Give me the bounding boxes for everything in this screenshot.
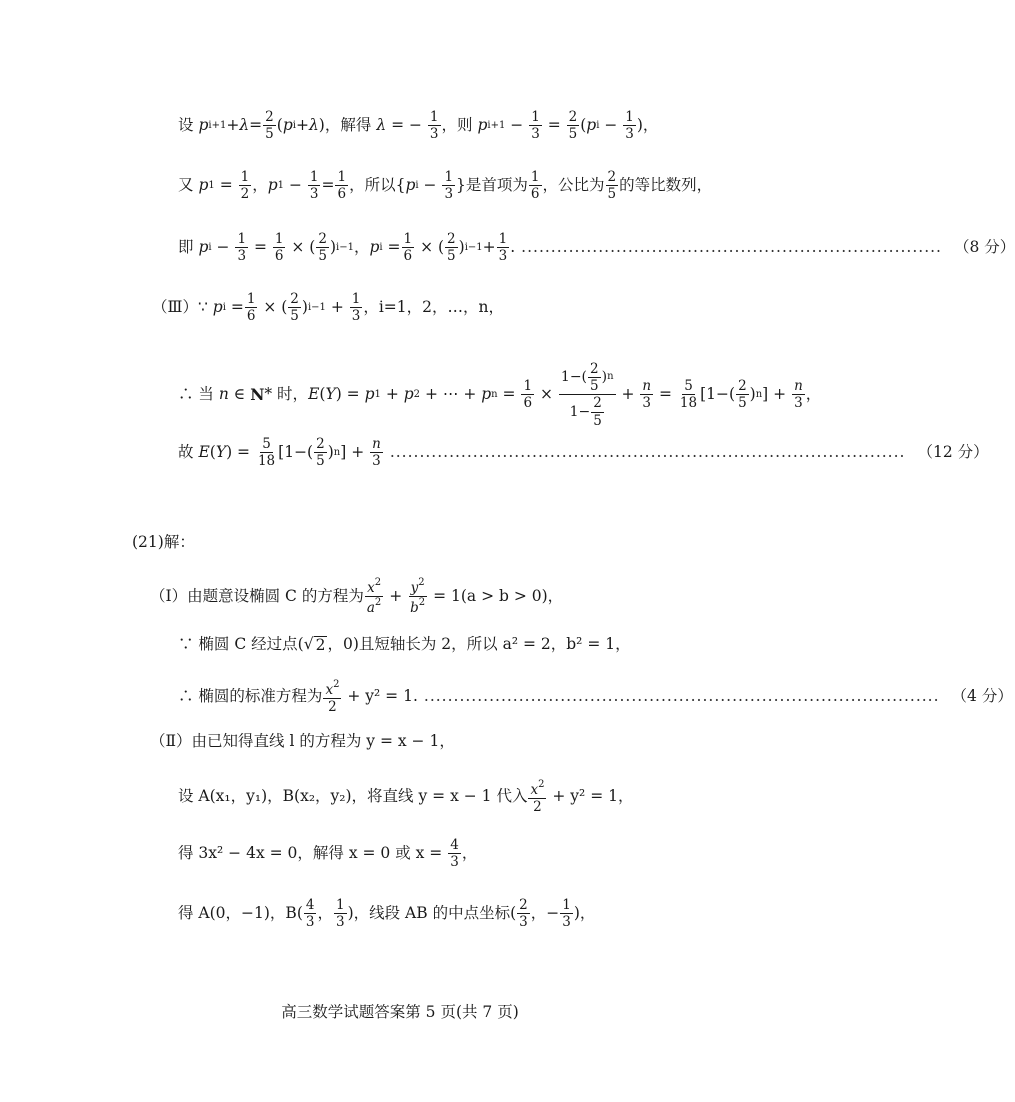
l10-score: （4 分）	[951, 687, 1013, 706]
l2-first-term: 是首项为	[465, 175, 528, 194]
l10-suffix: + y² = 1.	[347, 687, 418, 706]
l10-leader-dots: .......................................................................................	[423, 687, 940, 706]
line-4: （Ⅲ） ∵ p i = $\frac{1}{6}$ × ( $\frac{2}{5}$ ) i−1 + $\frac{1}{3}$ ，i=1，2，…，n，	[152, 291, 504, 325]
line-9: ∵ 椭圆 C 经过点( √ 2 ，0)且短轴长为 2，所以 a² = 2，b² = 1，	[178, 635, 631, 654]
l3-score: （8 分）	[954, 237, 1015, 256]
line-10: ∴ 椭圆的标准方程为 $\frac{x^2}{2}$ + y² = 1. ....................................................................................... （4 分）	[178, 679, 1013, 716]
l2-suffix: 的等比数列，	[619, 175, 713, 194]
l11-text: 由已知得直线 l 的方程为 y = x − 1，	[191, 732, 455, 750]
line-6: 故 E ( Y ) = $\frac{5}{18}$ [1−( $\frac{2}{5}$ ) n ] + $\frac{n}{3}$ ....................................................................................... （12 分）	[178, 436, 989, 470]
line-2: 又 p 1 = $\frac{1}{2}$ ， p 1 − $\frac{1}{3}$ = $\frac{1}{6}$ ，所以 { p i − $\frac{1}{3}$ } 是首项为 $\frac{1}{6}$ ，公比为 $\frac{2}{5}$ 的等比数列，	[178, 169, 713, 203]
l10-prefix: ∴ 椭圆的标准方程为	[178, 687, 323, 706]
l5-prefix: ∴ 当	[178, 385, 214, 404]
l9-prefix: ∵ 椭圆 C 经过点(	[178, 635, 304, 653]
line-7	[132, 535, 195, 551]
line-8: （Ⅰ） 由题意设椭圆 C 的方程为 $\frac{x^2}{a^2}$ + $\frac{y^2}{b^2}$ = 1 (a > b > 0)，	[150, 577, 564, 617]
l14-suffix: )，	[573, 903, 596, 922]
l2-sofore: ，所以	[349, 175, 396, 194]
l1-prefix: 设	[178, 115, 194, 134]
line-3: 即 p i − $\frac{1}{3}$ = $\frac{1}{6}$ × ( $\frac{2}{5}$ ) i−1 ， p i = $\frac{1}{6}$ × ( $\frac{2}{5}$ ) i−1 + $\frac{1}{3}$ . ....................................................................... （8 分）	[178, 231, 1015, 265]
l1-then: ，则	[441, 115, 473, 134]
problem-21-heading: (21)解：	[132, 533, 195, 551]
l2-prefix: 又	[178, 175, 194, 194]
l1-solve: ，解得	[324, 115, 372, 134]
l3-prefix: 即	[178, 237, 194, 256]
l13-prefix: 得 3x² − 4x = 0，解得 x = 0 或 x =	[178, 843, 443, 862]
line-1: 设 p i+1 + λ = $\frac{2}{5}$ ( p i + λ ) ，解得 λ = − $\frac{1}{3}$ ，则 p i+1 − $\frac{1}{3}$ = $\frac{2}{5}$ ( p i − $\frac{1}{3}$ )，	[178, 109, 659, 143]
l4-range: ，i=1，2，…，n，	[363, 297, 504, 316]
l6-leader-dots: .......................................................................................	[389, 442, 906, 461]
line-14: 得 A(0，−1)，B( $\frac{4}{3}$ ， $\frac{1}{3}$ )，线段 AB 的中点坐标( $\frac{2}{3}$ ，− $\frac{1}{3}$ )，	[178, 897, 596, 931]
l8-label: （Ⅰ）	[150, 586, 188, 605]
l14-mid: )，线段 AB 的中点坐标(	[347, 903, 517, 922]
l6-prefix: 故	[178, 442, 194, 461]
l12-suffix: + y² = 1，	[552, 787, 634, 806]
line-13: 得 3x² − 4x = 0，解得 x = 0 或 x = $\frac{4}{3}$ ，	[178, 837, 478, 871]
l5-when: 时，	[277, 385, 309, 404]
l11-label: （Ⅱ）	[150, 732, 192, 750]
l8-cond: (a > b > 0)，	[460, 586, 564, 605]
l9-mid: ，0)且短轴长为 2，所以 a² = 2，b² = 1，	[327, 635, 631, 653]
line-12: 设 A(x₁，y₁)，B(x₂，y₂)，将直线 y = x − 1 代入 $\frac{x^2}{2}$ + y² = 1，	[178, 779, 634, 816]
page-footer: 高三数学试题答案第 5 页(共 7 页)	[281, 1003, 519, 1021]
l2-ratio: ，公比为	[542, 175, 605, 194]
l4-label: （Ⅲ）	[152, 297, 198, 316]
line-11	[150, 734, 455, 750]
l12-prefix: 设 A(x₁，y₁)，B(x₂，y₂)，将直线 y = x − 1 代入	[178, 787, 528, 806]
l14-prefix: 得 A(0，−1)，B(	[178, 903, 303, 922]
l6-score: （12 分）	[917, 442, 989, 461]
l3-leader-dots: .......................................................................	[521, 237, 942, 256]
line-5: ∴ 当 n ∈ N * 时， E ( Y ) = p 1 + p 2 + ⋯ + p n = $\frac{1}{6}$ × 1−( $\frac{2}{5}$ ) n 1− $\frac{2}{5}$ + $\frac{n}{3}$ = $\frac{5}{18}$ [1−( $\frac{2}{5}$ ) n ] + $\frac{n}{3}$ ，	[178, 361, 822, 429]
l8-text: 由题意设椭圆 C 的方程为	[187, 586, 364, 605]
